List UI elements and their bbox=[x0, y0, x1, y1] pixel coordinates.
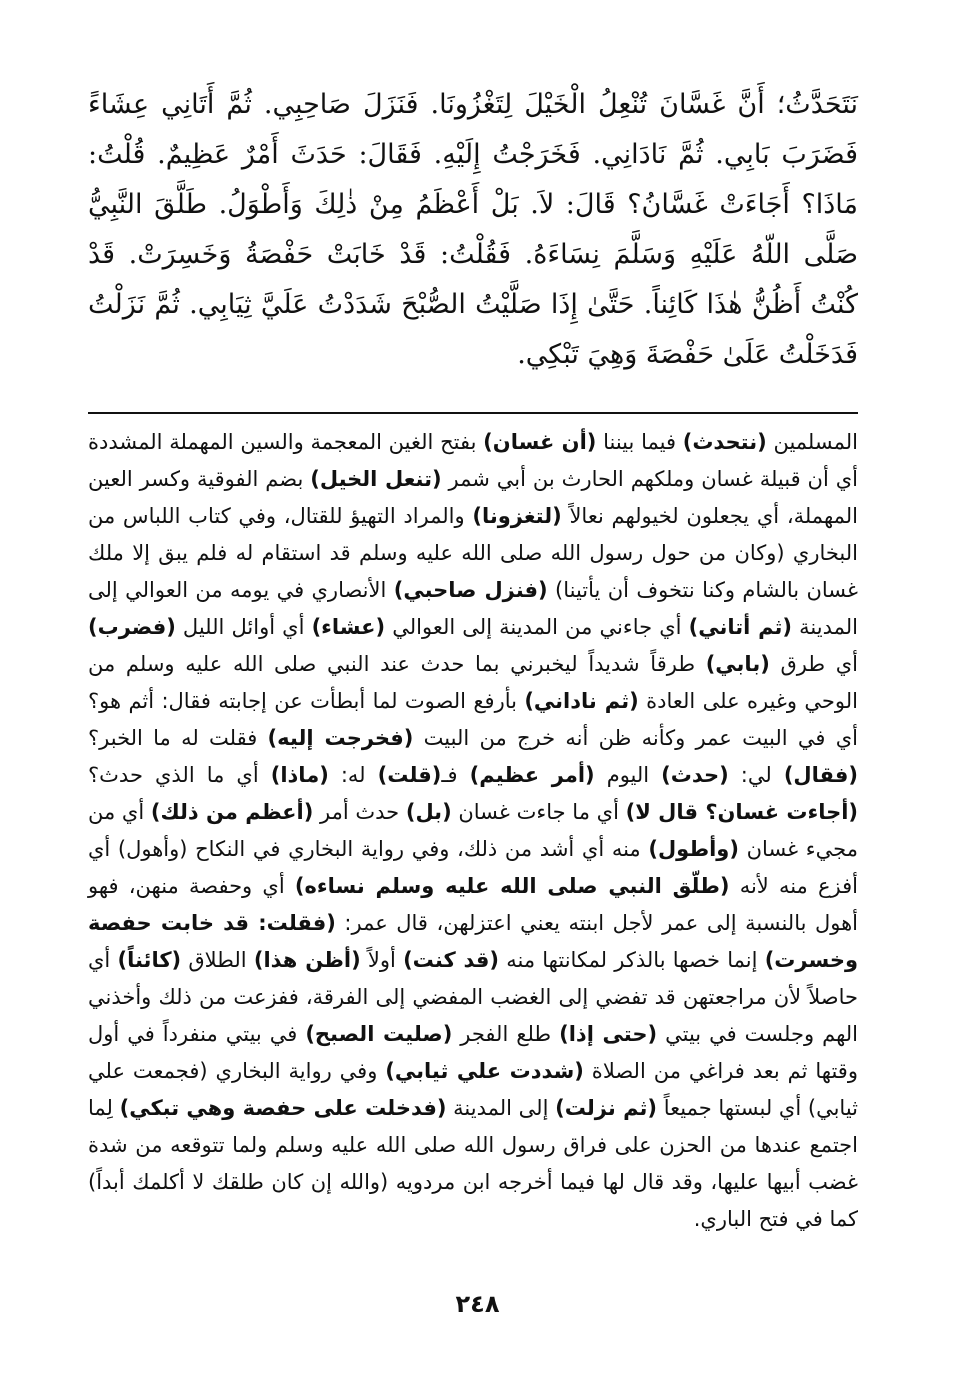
quoted-phrase: (قلت) bbox=[377, 763, 442, 787]
page-body bbox=[88, 80, 858, 1238]
commentary-segment: بأرفع الصوت لما أبطأت عن إجابته فقال: أثم هو؟ أي في البيت عمر وكأنه ظن أنه خرج من البيت bbox=[88, 689, 858, 750]
commentary-segment: أي أوائل الليل bbox=[175, 615, 312, 639]
quoted-phrase: (بابي) bbox=[705, 652, 770, 676]
page-number: ٢٤٨ bbox=[455, 1290, 500, 1318]
quoted-phrase: (بل) bbox=[405, 800, 452, 824]
quoted-phrase: (كائناً) bbox=[117, 948, 182, 972]
quoted-phrase: (حدث) bbox=[661, 763, 729, 787]
commentary-segment: لي: bbox=[728, 763, 784, 787]
quoted-phrase: (فخرجت إليه) bbox=[267, 726, 414, 750]
commentary-segment: إنما خصها بالذكر لمكانتها منه bbox=[499, 948, 765, 972]
hadith-main-text: نَتَحَدَّثُ؛ أَنَّ غَسَّانَ تُنْعِلُ الْخَيْلَ لِتَغْزُونَا. فَنَزَلَ صَاحِبِي. ثُمَّ أَتَانِي عِشَاءً فَضَرَبَ بَابِي. ثُمَّ نَادَانِي. فَخَرَجْتُ إِلَيْهِ. فَقَالَ: حَدَثَ أَمْرٌ عَظِيمٌ. قُلْتُ: مَاذَا؟ أَجَاءَتْ غَسَّانُ؟ قَالَ: لاَ. بَلْ أَعْظَمُ مِنْ ذٰلِكَ وَأَطْوَلُ. طَلَّقَ النَّبِيُّ صَلَّى اللّهُ عَلَيْهِ وَسَلَّمَ نِسَاءَهُ. فَقُلْتُ: قَدْ خَابَتْ حَفْصَةُ وَخَسِرَتْ. قَدْ كُنْتُ أَظُنُّ هٰذَا كَائِناً. حَتَّىٰ إِذَا صَلَّيْتُ الصُّبْحَ شَدَدْتُ عَلَيَّ ثِيَابِي. ثُمَّ نَزَلْتُ فَدَخَلْتُ عَلَىٰ حَفْصَةَ وَهِيَ تَبْكِي. bbox=[88, 89, 858, 370]
commentary-segment: له: bbox=[328, 763, 378, 787]
commentary-segment: فـ bbox=[441, 763, 470, 787]
commentary-segment: لِما اجتمع عندها من الحزن على فراق رسول الله صلى الله عليه وسلم ولما تتوقعه من شدة غضب أبيها عليها، وقد قال لها فيما أخرجه ابن مردويه (والله إن كان طلقك لا أكلمك أبداً) كما في فتح الباري. bbox=[87, 1096, 858, 1231]
commentary-segment: منه أي أشد من ذلك، وفي رواية البخاري في النكاح (وأهول) أي أفزع منه لأنه bbox=[88, 837, 858, 898]
commentary-segment: أي حاصلاً لأن مراجعتهن قد تفضي إلى الغضب المفضي إلى الفرقة، ففزعت من ذلك وأخذني الهم وجلست في بيتي bbox=[88, 948, 858, 1046]
commentary-segment: أي وحفصة منهن، فهو أهول بالنسبة إلى عمر لأجل ابنته يعني اعتزلهن، قال عمر: bbox=[88, 874, 858, 935]
quoted-phrase: (ثم ناداني) bbox=[524, 689, 639, 713]
quoted-phrase: (أظن هذا) bbox=[253, 948, 361, 972]
commentary-segment: أي ما الذي حدث؟ bbox=[88, 763, 271, 787]
commentary-segment: اليوم bbox=[594, 763, 662, 787]
quoted-phrase: (ثم أتاني) bbox=[688, 615, 793, 639]
commentary-text bbox=[88, 424, 858, 1238]
commentary-segment: وفي رواية البخاري (فجمعت علي ثيابي) أي لبستها جميعاً bbox=[88, 1059, 858, 1120]
commentary-segment: حدث أمر bbox=[313, 800, 406, 824]
commentary-segment: أي طرق bbox=[769, 652, 858, 676]
commentary-segment: إلى المدينة bbox=[446, 1096, 556, 1120]
quoted-phrase: (حتى إذا) bbox=[559, 1022, 658, 1046]
quoted-phrase: (لتغزونا) bbox=[472, 504, 562, 528]
commentary-segment: طرقاً شديداً ليخبرني بما حدث عند النبي صلى الله عليه وسلم من الوحي وغيره على العادة bbox=[88, 652, 858, 713]
quoted-phrase: (أمر عظيم) bbox=[469, 763, 595, 787]
quoted-phrase: (فقلت: قد خابت حفصة وخسرت) bbox=[88, 911, 859, 972]
quoted-phrase: (فنزل صاحبي) bbox=[393, 578, 548, 602]
quoted-phrase: (ثم نزلت) bbox=[555, 1096, 658, 1120]
commentary-segment: فقلت له ما الخبر؟ bbox=[88, 726, 268, 750]
commentary-segment: الطلاق bbox=[181, 948, 254, 972]
quoted-phrase: (شددت علي ثيابي) bbox=[385, 1059, 584, 1083]
commentary-segment: الأنصاري في يومه من العوالي إلى المدينة bbox=[88, 578, 859, 639]
quoted-phrase: (أن غسان) bbox=[483, 430, 597, 454]
quoted-phrase: (فضرب) bbox=[88, 615, 176, 639]
commentary-segment: بفتح الغين المعجمة والسين المهملة المشددة أي أن قبيلة غسان وملكهم الحارث بن أبي شمر bbox=[88, 430, 859, 491]
quoted-phrase: (عشاء) bbox=[311, 615, 386, 639]
commentary-segment: بضم الفوقية وكسر العين المهملة، أي يجعلون لخيولهم نعالاً bbox=[88, 467, 858, 528]
commentary-segment: المسلمين bbox=[766, 430, 858, 454]
quoted-phrase: (صليت الصبح) bbox=[305, 1022, 453, 1046]
quoted-phrase: (فدخلت على حفصة وهي تبكي) bbox=[119, 1096, 447, 1120]
commentary-segment: في بيتي منفرداً في أول وقتها ثم بعد فراغي من الصلاة bbox=[88, 1022, 858, 1083]
commentary-segment: طلع الفجر bbox=[452, 1022, 560, 1046]
quoted-phrase: (قد كنت) bbox=[403, 948, 500, 972]
quoted-phrase: (نتحدث) bbox=[682, 430, 767, 454]
commentary-segment: فيما بيننا bbox=[596, 430, 683, 454]
commentary-segment: أي جاءني من المدينة إلى العوالي bbox=[385, 615, 689, 639]
quoted-phrase: (وأطول) bbox=[648, 837, 739, 861]
quoted-phrase: (فقال) bbox=[783, 763, 858, 787]
quoted-phrase: (تنعل الخيل) bbox=[310, 467, 442, 491]
quoted-phrase: (ماذا) bbox=[270, 763, 329, 787]
commentary-segment: أولاً bbox=[360, 948, 404, 972]
footnote-divider bbox=[88, 412, 858, 414]
commentary-segment: والمراد التهيؤ للقتال، وفي كتاب اللباس من البخاري (وكان من حول رسول الله صلى الله عليه وسلم قد استقام له فلم يبق إلا ملك غسان بالشام وكنا نتخوف أن يأتينا) bbox=[88, 504, 859, 602]
commentary-segment: أي من مجيء غسان bbox=[88, 800, 858, 861]
commentary-segment: أي ما جاءت غسان bbox=[451, 800, 626, 824]
quoted-phrase: (طلّق النبي صلى الله عليه وسلم نساءه) bbox=[294, 874, 730, 898]
quoted-phrase: (أعظم من ذلك) bbox=[150, 800, 314, 824]
quoted-phrase: (أجاءت غسان؟ قال لا) bbox=[625, 800, 859, 824]
